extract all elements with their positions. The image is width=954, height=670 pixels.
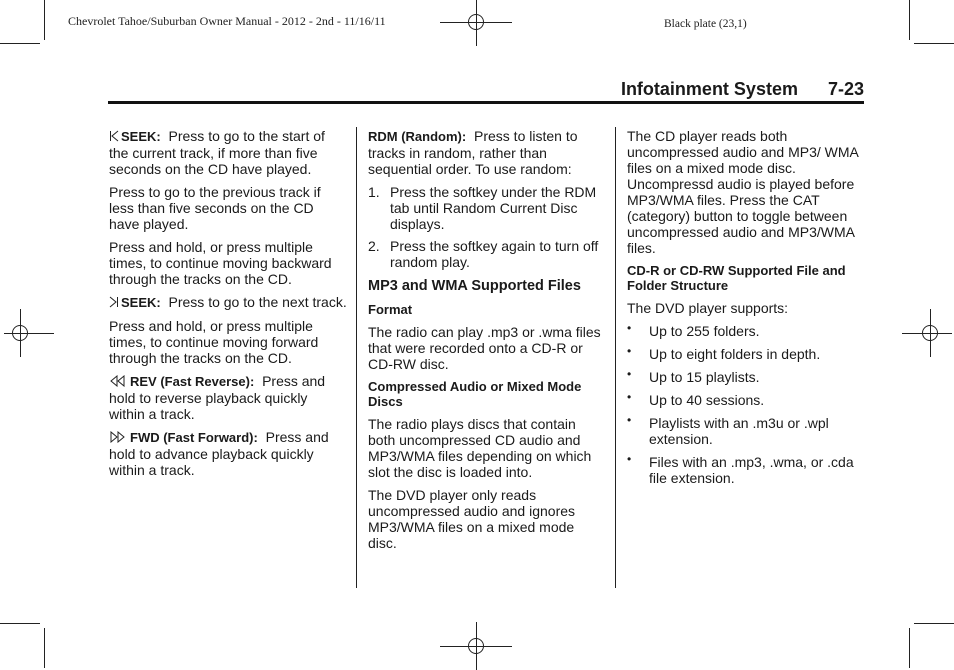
- fwd-label: FWD (Fast Forward):: [130, 430, 258, 445]
- column-divider: [356, 127, 357, 588]
- registration-mark-icon: [10, 323, 30, 343]
- random-steps-list: [368, 184, 606, 270]
- list-item: [627, 454, 865, 486]
- column-1: [109, 128, 347, 485]
- fast-forward-icon: [109, 431, 127, 443]
- bullet-icon: •: [627, 390, 632, 404]
- bullet-text: Files with an .mp3, .wma, or .cda file extension.: [649, 454, 854, 486]
- seek-back-paragraph: [109, 128, 347, 177]
- header-rule: [108, 101, 864, 104]
- mp3-wma-heading: MP3 and WMA Supported Files: [368, 278, 581, 294]
- rev-text: Press and hold to reverse playback quickly within a track.: [109, 373, 326, 422]
- seek-back-paragraph-2: Press to go to the previous track if less than five seconds on the CD have played.: [109, 184, 321, 232]
- list-item: [627, 415, 865, 447]
- crop-mark: [914, 43, 954, 44]
- dvd-supports-text: The DVD player supports:: [627, 300, 789, 316]
- crop-mark: [0, 43, 40, 44]
- list-item: [627, 346, 865, 362]
- list-item: [368, 184, 606, 232]
- rdm-paragraph: [368, 128, 606, 177]
- format-text: The radio can play .mp3 or .wma files that were recorded onto a CD-R or CD-RW disc.: [368, 324, 601, 372]
- rev-label: REV (Fast Reverse):: [130, 374, 255, 389]
- seek-back-paragraph-3: Press and hold, or press multiple times, to continue moving backward through the tracks on the CD.: [109, 239, 332, 287]
- dvd-supports-list: [627, 323, 865, 486]
- seek-forward-paragraph: [109, 294, 347, 311]
- crop-mark: [914, 623, 954, 624]
- bullet-icon: •: [627, 367, 632, 381]
- crop-mark: [44, 0, 45, 40]
- bullet-icon: •: [627, 321, 632, 335]
- seek-back-icon: [109, 130, 119, 142]
- cd-player-text: The CD player reads both uncompressed audio and MP3/ WMA files on a mixed mode disc. Uncompressd audio is played before MP3/WMA files. Press the CAT (category) button to toggle between uncompressed audio and MP3/WMA files.: [627, 128, 859, 256]
- seek-forward-paragraph-2: Press and hold, or press multiple times, to continue moving forward through the tracks on the CD.: [109, 318, 319, 366]
- rdm-text: Press to listen to tracks in random, rather than sequential order. To use random:: [368, 128, 578, 177]
- column-3: [627, 128, 865, 493]
- fwd-text: Press and hold to advance playback quickly within a track.: [109, 429, 329, 478]
- bullet-text: Up to eight folders in depth.: [649, 346, 821, 362]
- print-meta-right: Black plate (23,1): [664, 18, 747, 30]
- list-item: [627, 392, 865, 408]
- print-meta-left: Chevrolet Tahoe/Suburban Owner Manual - 2012 - 2nd - 11/16/11: [68, 14, 386, 28]
- step-text: Press the softkey again to turn off random play.: [390, 238, 599, 270]
- column-2: [368, 128, 606, 558]
- bullet-icon: •: [627, 413, 632, 427]
- crop-mark: [44, 628, 45, 668]
- crop-mark: [909, 628, 910, 668]
- step-text: Press the softkey under the RDM tab until Random Current Disc displays.: [390, 184, 597, 232]
- rev-paragraph: [109, 373, 347, 422]
- bullet-icon: •: [627, 452, 632, 466]
- seek-forward-label: SEEK:: [121, 295, 161, 310]
- seek-back-text: Press to go to the start of the current track, if more than five seconds on the CD have played.: [109, 128, 325, 177]
- bullet-text: Up to 15 playlists.: [649, 369, 760, 385]
- section-name: Infotainment System: [620, 79, 798, 99]
- crop-mark: [0, 623, 40, 624]
- bullet-text: Up to 40 sessions.: [649, 392, 765, 408]
- rewind-icon: [109, 375, 127, 387]
- compressed-audio-heading: Compressed Audio or Mixed Mode Discs: [368, 379, 582, 409]
- rdm-label: RDM (Random):: [368, 129, 467, 144]
- step-number: 2.: [368, 238, 380, 254]
- fwd-paragraph: [109, 429, 347, 478]
- section-title: [621, 79, 864, 100]
- registration-mark-icon: [466, 12, 486, 32]
- column-divider: [615, 127, 616, 588]
- seek-forward-text: Press to go to the next track.: [168, 294, 347, 310]
- bullet-text: Playlists with an .m3u or .wpl extension.: [649, 415, 829, 447]
- format-heading: Format: [368, 302, 413, 317]
- seek-forward-icon: [109, 296, 119, 308]
- dvd-player-text: The DVD player only reads uncompressed audio and ignores MP3/WMA files on a mixed mode disc.: [368, 487, 576, 551]
- compressed-audio-text: The radio plays discs that contain both uncompressed CD audio and MP3/WMA files depending on which slot the disc is loaded into.: [368, 416, 592, 480]
- list-item: [627, 369, 865, 385]
- bullet-text: Up to 255 folders.: [649, 323, 760, 339]
- file-structure-heading: CD-R or CD-RW Supported File and Folder Structure: [627, 263, 846, 293]
- list-item: [627, 323, 865, 339]
- seek-back-label: SEEK:: [121, 129, 161, 144]
- page-number: 7-23: [827, 79, 864, 99]
- crop-mark: [909, 0, 910, 40]
- bullet-icon: •: [627, 344, 632, 358]
- list-item: [368, 238, 606, 270]
- step-number: 1.: [368, 184, 380, 200]
- registration-mark-icon: [466, 636, 486, 656]
- registration-mark-icon: [920, 323, 940, 343]
